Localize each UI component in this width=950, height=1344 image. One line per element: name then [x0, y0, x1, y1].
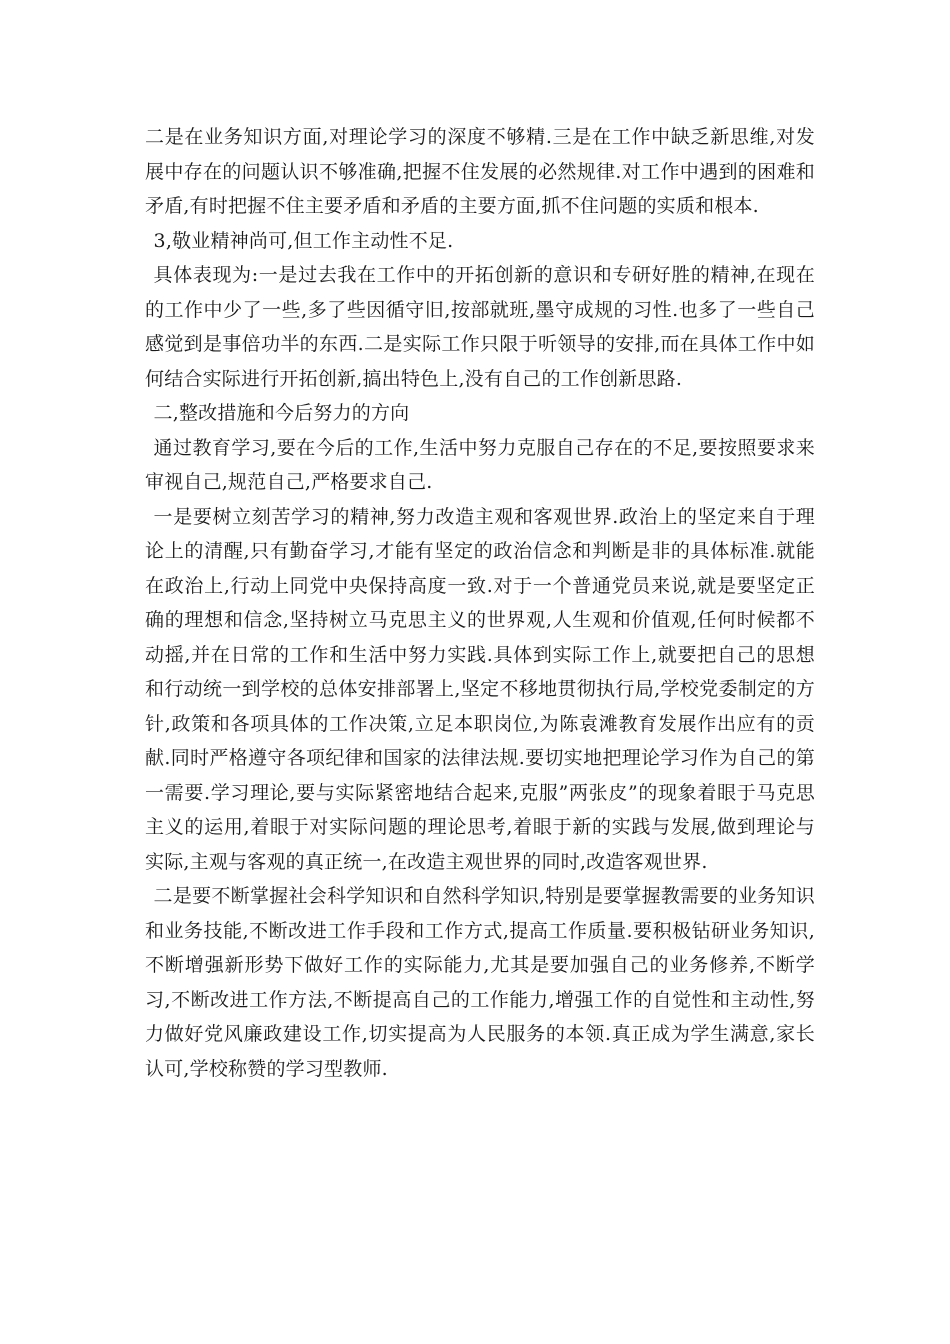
paragraph-knowledge-shortcomings: 二是在业务知识方面,对理论学习的深度不够精.三是在工作中缺乏新思维,对发展中存在的问题认识不够准确,把握不住发展的必然规律.对工作中遇到的困难和矛盾,有时把握不住主要矛盾和矛盾的主要方面,抓不住问题的实质和根本. [145, 126, 815, 217]
paragraph-science-knowledge: 二是要不断掌握社会科学知识和自然科学知识,特别是要掌握教需要的业务知识和业务技能,不断改进工作手段和工作方式,提高工作质量.要积极钻研业务知识,不断增强新形势下做好工作的实际能力,尤其是要加强自己的业务修养,不断学习,不断改进工作方法,不断提高自己的工作能力,增强工作的自觉性和主动性,努力做好党风廉政建设工作,切实提高为人民服务的本领.真正成为学生满意,家长认可,学校称赞的学习型教师. [145, 885, 815, 1080]
document-body [145, 120, 815, 1086]
paragraph-dedication-heading: 3,敬业精神尚可,但工作主动性不足. [153, 229, 454, 252]
section-heading-rectification: 二,整改措施和今后努力的方向 [153, 402, 410, 424]
paragraph-study-spirit: 一是要树立刻苦学习的精神,努力改造主观和客观世界.政治上的坚定来自于理论上的清醒,只有勤奋学习,才能有坚定的政治信念和判断是非的具体标准.就能在政治上,行动上同党中央保持高度一致.对于一个普通党员来说,就是要坚定正确的理想和信念,坚持树立马克思主义的世界观,人生观和价值观,任何时候都不动摇,并在日常的工作和生活中努力实践.具体到实际工作上,就要把自己的思想和行动统一到学校的总体安排部署上,坚定不移地贯彻执行局,学校党委制定的方针,政策和各项具体的工作决策,立足本职岗位,为陈袁滩教育发展作出应有的贡献.同时严格遵守各项纪律和国家的法律法规.要切实地把理论学习作为自己的第一需要.学习理论,要与实际紧密地结合起来,克服”两张皮”的现象着眼于马克思主义的运用,着眼于对实际问题的理论思考,着眼于新的实践与发展,做到理论与实际,主观与客观的真正统一,在改造主观世界的同时,改造客观世界. [145, 505, 815, 873]
paragraph-specific-manifestations: 具体表现为:一是过去我在工作中的开拓创新的意识和专研好胜的精神,在现在的工作中少了一些,多了些因循守旧,按部就班,墨守成规的习性.也多了一些自己感觉到是事倍功半的东西.二是实际工作只限于听领导的安排,而在具体工作中如何结合实际进行开拓创新,搞出特色上,没有自己的工作创新思路. [145, 264, 815, 390]
paragraph-education-learning: 通过教育学习,要在今后的工作,生活中努力克服自己存在的不足,要按照要求来审视自己,规范自己,严格要求自己. [145, 436, 815, 493]
